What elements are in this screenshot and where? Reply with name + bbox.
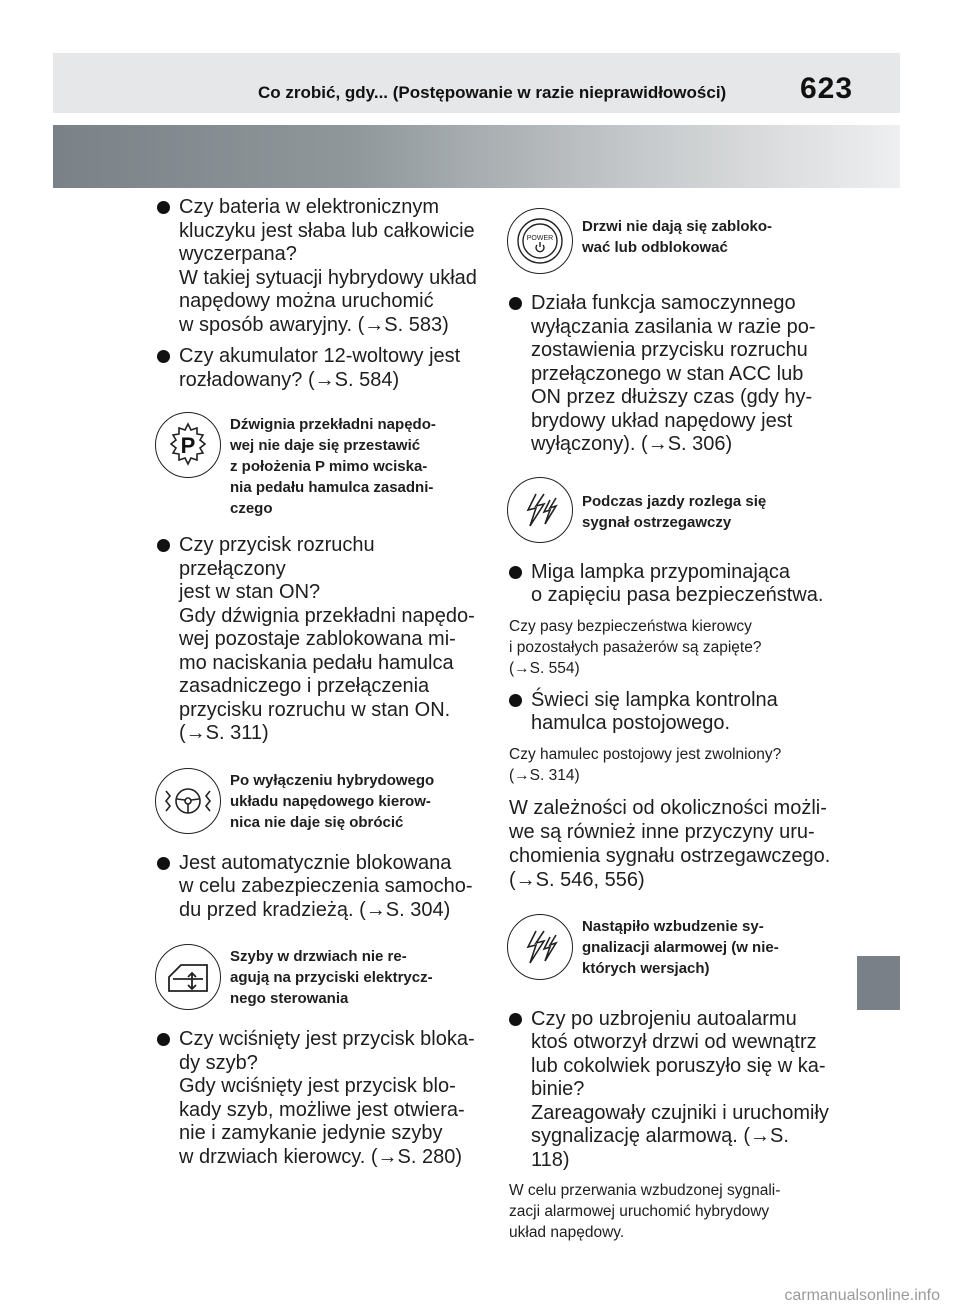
list-item-text: Czy wciśnięty jest przycisk bloka- dy szyb? Gdy wciśnięty jest przycisk blo- kady szyb, możliwe jest otwiera- nie i zamykanie jedynie szyby w drzwiach kierowcy. (→S. 280) [179,1028,475,1168]
page-number: 623 [800,72,854,105]
problem-heading-title: Dźwignia przekładni napędo- wej nie daje się przestawić z położenia P mimo wciska- nia pedału hamulca zasadni- czego [230,416,436,517]
list-item-text: Świeci się lampka kontrolna hamulca postojowego. [531,688,778,734]
list-item [509,292,831,457]
chapter-side-tab [857,956,900,1010]
list-item-text: Działa funkcja samoczynnego wyłączania zasilania w razie po- zostawienia przycisku rozruchu przełączonego w stan ACC lub ON przez dłuższy czas (gdy hy- brydowy układ napędowy jest wyłączony). (→S. 306) [531,292,816,455]
problem-heading-title: Po wyłączeniu hybrydowego układu napędowego kierow- nica nie daje się obrócić [230,771,435,831]
note-text: Czy pasy bezpieczeństwa kierowcy i pozostałych pasażerów są zapięte? (→S. 554) [509,617,762,677]
window-lock-icon [155,944,221,1010]
bullet-dot [157,350,170,363]
right-column [509,196,831,1253]
header-gradient-band [53,125,900,188]
list-item [157,852,477,923]
bullet-dot [157,857,170,870]
problem-heading [155,412,477,522]
list-item [509,689,831,736]
problem-heading [155,768,477,840]
list-item [157,196,477,337]
bullet-dot [157,201,170,214]
list-item [509,1008,831,1173]
problem-heading-title: Podczas jazdy rozlega się sygnał ostrzegawczy [582,492,767,531]
list-item [157,534,477,746]
left-column [157,196,477,1177]
list-item [157,1028,477,1169]
steering-lock-icon [155,768,221,834]
list-item-text: Jest automatycznie blokowana w celu zabezpieczenia samocho- du przed kradzieżą. (→S. 304) [179,851,473,921]
problem-heading [155,944,477,1016]
power-button-icon [507,208,573,274]
note-text: Czy hamulec postojowy jest zwolniony? (→S. 314) [509,745,782,784]
alarm-icon [507,914,573,980]
gear-p-letter: P [180,433,196,458]
problem-heading [507,477,831,549]
bullet-dot [157,539,170,552]
list-item [157,345,477,392]
problem-heading [507,208,831,280]
list-item-text: Czy bateria w elektronicznym kluczyku jest słaba lub całkowicie wyczerpana? W takiej sytuacji hybrydowy układ napędowy można uruchomić w sposób awaryjny. (→S. 583) [179,196,477,336]
watermark: carmanualsonline.info [784,1287,940,1304]
page-header-title: Co zrobić, gdy... (Postępowanie w razie nieprawidłowości) [258,83,727,102]
bullet-dot [509,1013,522,1026]
bullet-dot [509,694,522,707]
problem-heading-title: Drzwi nie dają się zabloko- wać lub odblokować [582,218,773,256]
bullet-dot [509,297,522,310]
bullet-dot [157,1033,170,1046]
list-item-text: Czy po uzbrojeniu autoalarmu ktoś otworzył drzwi od wewnątrz lub cokolwiek poruszyło się w ka- binie? Zareagowały czujniki i uruchomiły sygnalizację alarmową. (→S. 118) [531,1007,829,1171]
note-text: W celu przerwania wzbudzonej sygnali- zacji alarmowej uruchomić hybrydowy układ napędowy. [509,1182,781,1241]
power-button-label: POWER [526,235,554,242]
list-item-text: Miga lampka przypominająca o zapięciu pasa bezpieczeństwa. [531,560,824,606]
problem-heading [507,914,831,996]
list-item-text: Czy przycisk rozruchu przełączony jest w stan ON? Gdy dźwignia przekładni napędo- wej pozostaje zablokowana mi- mo naciskania pedału hamulca zasadniczego i przełączenia przycisku rozruchu w stan ON. (→S. 311) [179,534,475,744]
problem-heading-title: Nastąpiło wzbudzenie sy- gnalizacji alarmowej (w nie- których wersjach) [582,917,779,977]
body-paragraph: W zależności od okoliczności możli- we są również inne przyczyny uru- chomienia sygnału ostrzegawczego. (→S. 546, 556) [509,796,831,891]
list-item [509,561,831,608]
list-item-text: Czy akumulator 12-woltowy jest rozładowany? (→S. 584) [179,345,461,391]
bullet-dot [509,566,522,579]
gear-p-icon [155,412,221,478]
warning-buzzer-icon [507,477,573,543]
problem-heading-title: Szyby w drzwiach nie re- agują na przyciski elektrycz- nego sterowania [230,948,433,1007]
